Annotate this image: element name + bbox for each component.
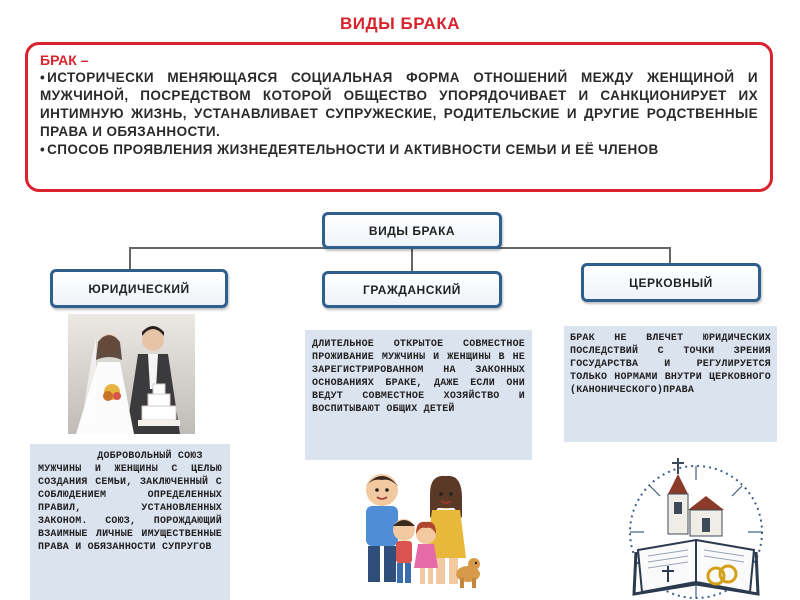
church-marriage-description (564, 326, 777, 442)
node-legal-marriage: ЮРИДИЧЕСКИЙ (50, 269, 228, 308)
legal-description-first: ДОБРОВОЛЬНЫЙ СОЮЗ (97, 451, 203, 462)
bullet: • (40, 70, 46, 85)
wedding-couple-image (68, 314, 195, 434)
definition-text-2: СПОСОБ ПРОЯВЛЕНИЯ ЖИЗНЕДЕЯТЕЛЬНОСТИ И АКТИВНОСТИ СЕМЬИ И ЕЁ ЧЛЕНОВ (47, 142, 659, 157)
definition-item (40, 141, 758, 159)
node-civil-marriage: ГРАЖДАНСКИЙ (322, 271, 502, 308)
civil-marriage-description (305, 330, 532, 460)
bullet: • (40, 142, 46, 157)
church-description-text: БРАК НЕ ВЛЕЧЕТ ЮРИДИЧЕСКИХ ПОСЛЕДСТВИЙ С ТОЧКИ ЗРЕНИЯ ГОСУДАРСТВА И РЕГУЛИРУЕТСЯ ТОЛЬКО НОРМАМИ ВНУТРИ ЦЕРКОВНОГО (КАНОНИЧЕСКОГО)ПРАВА (570, 333, 771, 396)
page-title: ВИДЫ БРАКА (340, 14, 460, 33)
family-image (342, 468, 482, 596)
definition-box (25, 42, 773, 192)
church-bible-image (620, 452, 772, 600)
node-church-marriage: ЦЕРКОВНЫЙ (581, 263, 761, 302)
definition-text-1: ИСТОРИЧЕСКИ МЕНЯЮЩАЯСЯ СОЦИАЛЬНАЯ ФОРМА ОТНОШЕНИЙ МЕЖДУ ЖЕНЩИНОЙ И МУЖЧИНОЙ, ПОСРЕДСТВОМ КОТОРОЙ ОБЩЕСТВО УПОРЯДОЧИВАЕТ И САНКЦИОНИРУЕТ ИХ ИНТИМНУЮ ЖИЗНЬ, УСТАНАВЛИВАЕТ СУПРУЖЕСКИЕ, РОДИТЕЛЬСКИЕ И ДРУГИЕ РОДСТВЕННЫЕ ПРАВА И ОБЯЗАННОСТИ. (40, 70, 758, 139)
connector-line (411, 247, 413, 272)
node-root-marriage-types: ВИДЫ БРАКА (322, 212, 502, 249)
legal-marriage-description (30, 444, 230, 600)
definition-item (40, 69, 758, 141)
definition-heading: БРАК – (40, 52, 89, 68)
connector-line (129, 247, 131, 271)
civil-description-text: ДЛИТЕЛЬНОЕ ОТКРЫТОЕ СОВМЕСТНОЕ ПРОЖИВАНИЕ МУЖЧИНЫ И ЖЕНЩИНЫ В НЕ ЗАРЕГИСТРИРОВАННОМ НА ЗАКОННЫХ ОСНОВАНИЯХ БРАКЕ, ДАЖЕ ЕСЛИ ОНИ ВЕДУТ СОВМЕСТНОЕ ХОЗЯЙСТВО И ВОСПИТЫВАЮТ ОБЩИХ ДЕТЕЙ (312, 339, 525, 415)
legal-description-text: МУЖЧИНЫ И ЖЕНЩИНЫ С ЦЕЛЬЮ СОЗДАНИЯ СЕМЬИ, ЗАКЛЮЧЕННЫЙ С СОБЛЮДЕНИЕМ ОПРЕДЕЛЕННЫХ ПРАВИЛ, УСТАНОВЛЕННЫХ ЗАКОНОМ. СОЮЗ, ПОРОЖДАЮЩИЙ ВЗАИМНЫЕ ЛИЧНЫЕ ИМУЩЕСТВЕННЫЕ ПРАВА И ОБЯЗАННОСТИ СУПРУГОВ (38, 464, 222, 553)
